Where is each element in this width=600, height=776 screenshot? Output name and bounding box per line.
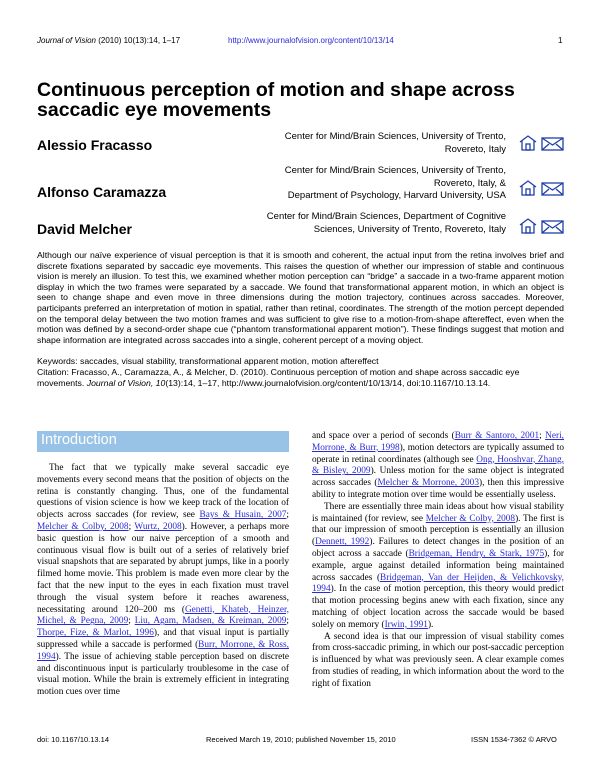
footer-issn: ISSN 1534-7362 © ARVO: [471, 735, 557, 744]
text-run: ).: [427, 619, 434, 630]
body-column-right: [312, 431, 564, 691]
author-contact-icons: [519, 180, 565, 196]
email-icon[interactable]: [542, 183, 563, 195]
author-name: Alessio Fracasso: [37, 137, 153, 153]
text-run: ), for example, argue against detailed information being maintained across saccades (: [312, 548, 564, 583]
text-run: A second idea is that our impression of visual stability comes from cross-saccadic priming, in which our post-saccadic perception is influenced by what was previously seen. A clear example comes from studies of reading, in which information about the word to the right of fixation: [312, 631, 564, 689]
reference-link[interactable]: Burr, Morrone, & Ross, 1994: [37, 639, 289, 662]
journal-citation-info: (2010) 10(13):14, 1–17: [98, 36, 181, 45]
author-name: Alfonso Caramazza: [37, 184, 167, 200]
paragraph: [312, 502, 564, 632]
reference-link[interactable]: Melcher & Colby, 2008: [37, 521, 129, 532]
reference-link[interactable]: Genetti, Khateb, Heinzer, Michel, & Pegna, 2009: [37, 604, 289, 627]
reference-link[interactable]: Ong, Hooshvar, Zhang, & Bisley, 2009: [312, 454, 564, 477]
author-affiliation: [285, 131, 506, 156]
affiliation-line: Center for Mind/Brain Sciences, University of Trento,: [284, 131, 506, 142]
paragraph: [312, 632, 564, 691]
paper-title: Continuous perception of motion and shape across saccadic eye movements: [37, 79, 515, 121]
text-run: ). Unless motion for the same object is integrated across saccades (: [312, 466, 564, 489]
affiliation-line: Rovereto, Italy, &: [433, 177, 506, 189]
reference-link[interactable]: Thorpe, Fize, & Marlot, 1996: [37, 628, 154, 639]
paragraph: The fact that we typically make several saccadic eye movements every second means that the position of objects on the retina is constantly changing. Thus, one of the fundamental questions of vision science is how we keep track of the location of objects across saccades (for review, see Bays & Husain, 2007; Melcher & Colby, 2008; Wurtz, 2008). However, a perhaps more basic question is how our naive perception of a smooth and continuous visual flow is built out of a series of relatively brief visual snapshots that are separated by abrupt jumps, like in a poorly filmed home movie. This problem is made even more clear by the fact that the new input to the eyes in each fixation must travel through the visual system before it reaches awareness, necessitating around 120–200 ms (Genetti, Khateb, Heinzer, Michel, & Pegna, 2009; Liu, Agam, Madsen, & Kreiman, 2009; Thorpe, Fize, & Marlot, 1996), and that visual input is partially suppressed while a saccade is performed (Burr, Morrone, & Ross, 1994). The issue of achieving stable perception based on discrete and discontinuous input is particularly troublesome in the case of visual motion. While the brain is extremely efficient in integrating motion cues over time: [37, 463, 289, 698]
reference-link[interactable]: Wurtz, 2008: [134, 521, 182, 532]
email-icon[interactable]: [542, 221, 563, 233]
affiliation-line: Rovereto, Italy: [444, 143, 506, 155]
citation-journal: Journal of Vision,: [86, 377, 154, 388]
citation-volume: 10: [155, 377, 166, 388]
author-contact-icons: [519, 135, 565, 151]
reference-link[interactable]: Bays & Husain, 2007: [199, 510, 287, 521]
journal-header: [37, 36, 180, 45]
reference-link[interactable]: Melcher & Morrone, 2003: [377, 478, 479, 489]
citation: [37, 367, 564, 388]
abstract: Although our naïve experience of visual perception is that it is smooth and coherent, the actual input from the retina involves brief and discrete fixations separated by saccadic eye movements. This raises the question of whether our impression of stable and continuous vision is merely an illusion. To test this, we examined whether motion perception can “bridge” a saccade in a two-frame apparent motion display in which the two frames were separated by a saccade. We found that transformational apparent motion, in which an object is seen to change shape and even move in three dimensions during the motion trajectory, continues across saccades. Moreover, participants preferred an interpretation of motion in spatial, rather than retinal, coordinates. The strength of the motion percept depended on the temporal delay between the two motion frames and was sufficient to give rise to a motion-from-shape aftereffect, even when the motion was defined by a second-order shape cue (“phantom transformational apparent motion”). These findings suggest that motion and shape information are integrated across saccades into a single, coherent percept of a moving object.: [37, 250, 564, 345]
keywords: Keywords: saccades, visual stability, transformational apparent motion, motion aftereffect: [37, 356, 379, 366]
footer-doi: doi: 10.1167/10.13.14: [37, 735, 110, 744]
text-run: ), motion detectors are typically assumed to operate in retinal coordinates (although see: [312, 442, 564, 465]
reference-link[interactable]: Bridgeman, Hendry, & Stark, 1975: [408, 548, 545, 559]
affiliation-line: Center for Mind/Brain Sciences, Department of Cognitive: [266, 211, 506, 222]
author-affiliation: [285, 165, 506, 203]
section-title: Introduction: [41, 432, 117, 448]
affiliation-line: Department of Psychology, Harvard University, USA: [287, 190, 506, 201]
text-run: ). Failures to detect changes in the position of an object across a saccade (: [312, 537, 565, 559]
text-run: ). However, a perhaps more basic question is how our naive perception of a smooth and continuous visual flow is built out of a series of relatively brief visual snapshots that are separated by abrupt jumps, like in a poorly filmed home movie. This problem is made even more clear by the fact that the new input to the eyes in each fixation must travel through the visual system before it reaches awareness, necessitating around 120–200 ms (: [37, 521, 289, 615]
text-run: The fact that we typically make several saccadic eye movements every second means that the position of objects on the retina is constantly changing. Thus, one of the fundamental questions of vision science is how we keep track of the location of objects across saccades (for review, see: [37, 463, 289, 521]
home-icon[interactable]: [520, 219, 536, 233]
text-run: ), then this impressive ability to integrate motion over time would be essentially useless.: [312, 478, 564, 500]
footer-received: Received March 19, 2010; published November 15, 2010: [206, 735, 396, 744]
reference-link[interactable]: Burr & Santoro, 2001: [454, 431, 540, 441]
citation-suffix: (13):14, 1–17, http://www.journalofvision.org/content/10/13/14, doi:10.1167/10.13.14.: [165, 377, 491, 388]
paragraph: and space over a period of seconds (Burr & Santoro, 2001; Neri, Morrone, & Burr, 1998), motion detectors are typically assumed to operate in retinal coordinates (although see Ong, Hooshvar, Zhang, & Bisley, 2009). Unless motion for the same object is integrated across saccades (Melcher & Morrone, 2003), then this impressive ability to integrate motion over time would be essentially useless.: [312, 431, 564, 500]
journal-name: Journal of Vision: [37, 36, 96, 45]
affiliation-line: Sciences, University of Trento, Rovereto, Italy: [313, 223, 506, 235]
text-run: ). In the case of motion perception, this theory would predict that motion processing begins anew with each fixation, since any matching of object location across the saccade would be based solely on memory (: [312, 584, 564, 630]
text-run: and space over a period of seconds (: [312, 431, 455, 441]
page-number: 1: [558, 36, 563, 45]
body-column-left: [37, 463, 289, 699]
affiliation-line: Center for Mind/Brain Sciences, University of Trento,: [284, 165, 506, 176]
text-run: ), and that visual input is partially suppressed while a saccade is performed (: [37, 628, 289, 650]
home-icon[interactable]: [520, 181, 536, 195]
reference-link[interactable]: Irwin, 1991: [384, 619, 428, 630]
section-heading: [37, 431, 289, 452]
author-name: David Melcher: [37, 221, 132, 237]
author-contact-icons: [519, 218, 565, 234]
email-icon[interactable]: [542, 138, 563, 150]
home-icon[interactable]: [520, 136, 536, 150]
journal-url-link[interactable]: http://www.journalofvision.org/content/10/13/14: [228, 36, 394, 45]
reference-link[interactable]: Melcher & Colby, 2008: [425, 513, 516, 524]
reference-link[interactable]: Liu, Agam, Madsen, & Kreiman, 2009: [134, 616, 287, 627]
text-run: There are essentially three main ideas about how visual stability is maintained (for review, see: [312, 501, 564, 524]
author-affiliation: [267, 211, 506, 236]
reference-link[interactable]: Neri, Morrone, & Burr, 1998: [312, 431, 564, 453]
citation-prefix: Citation: Fracasso, A., Caramazza, A., & Melcher, D. (2010). Continuous perception of motion and shape across saccadic eye movements.: [37, 367, 520, 388]
reference-link[interactable]: Dennett, 1992: [315, 537, 370, 548]
reference-link[interactable]: Bridgeman, Van der Heijden, & Velichkovsky, 1994: [312, 572, 564, 595]
text-run: ). The issue of achieving stable perception based on discrete and discontinuous input is particularly troublesome in the case of visual motion. While the brain is extremely efficient in integrating motion cues over time: [37, 651, 289, 698]
text-run: ). The first is that our impression of smooth perception is essentially an illusion (: [312, 513, 564, 548]
